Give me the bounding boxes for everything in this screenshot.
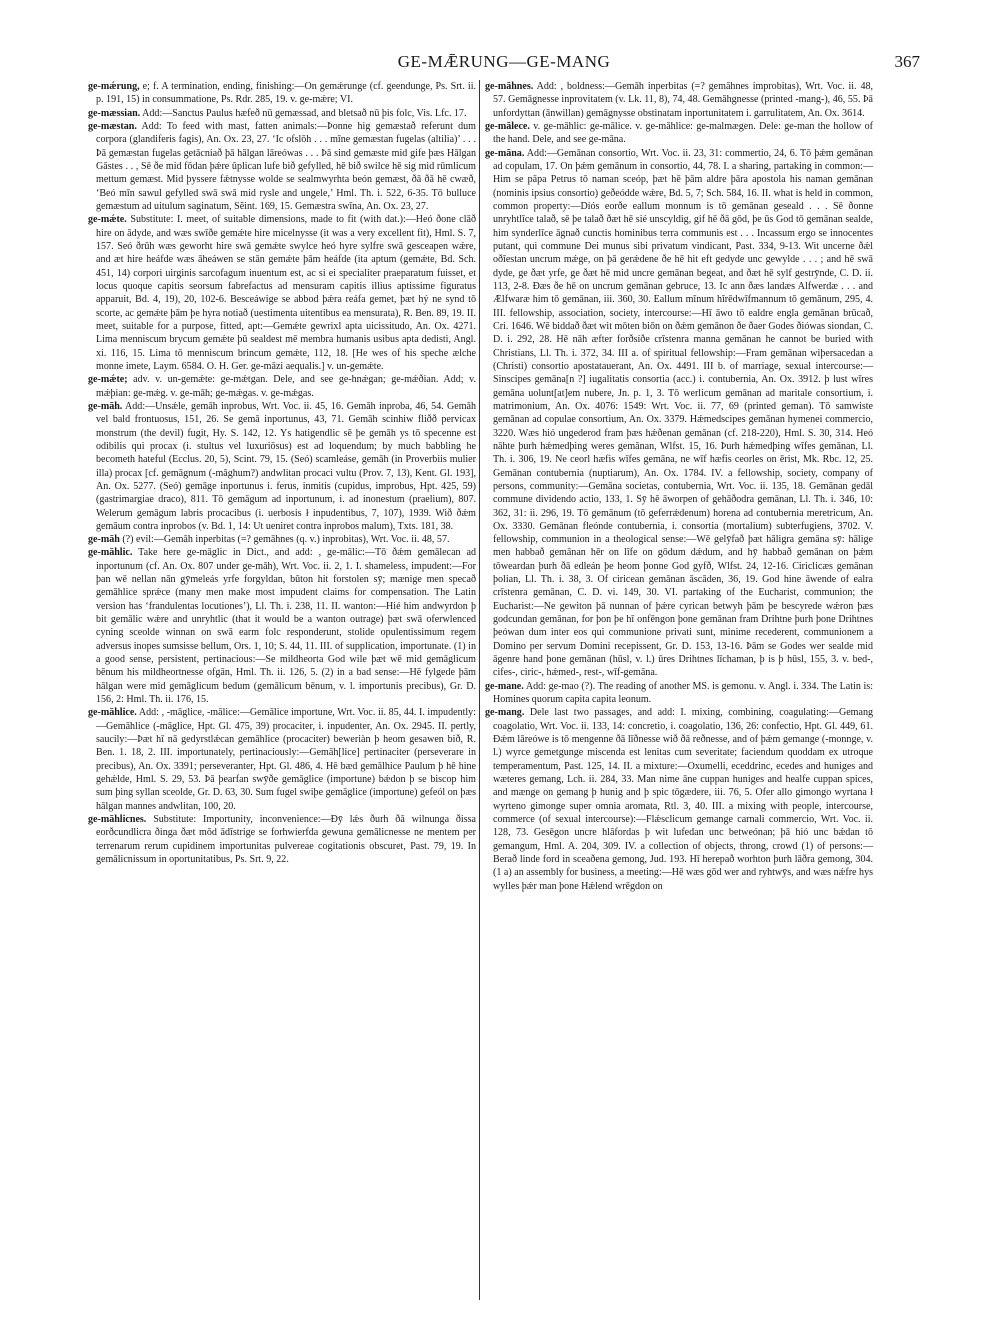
entry-headword: ge-mǽte; [88,374,128,386]
entry-headword: ge-māhlic. [88,547,133,559]
dictionary-entry [485,706,873,893]
entry-text: adv. v. un-gemǽte: ge-mǽtgan. Dele, and see ge-hnǽgan; ge-mǽðian. Add; v. mǽþian: ge-mǽg. v. ge-māh; ge-mǽgas. v. ge-mǽgas. [96,374,476,399]
entry-text: Substitute: Importunity, inconvenience:—Ðȳ lǽs ðurh ðā wilnunga ðissa eorðcundlicra ðinga ðæt mōd ādīstrige se forhwierfda gewuna gemālicnesse ne mentem per terrenarum rerum cupidinem importunitas pulvereae cogitationis obscuret, Past. 79, 19. In gemālicnissum in oportunitatibus, Ps. Srt. 9, 22. [96,814,476,866]
entry-text: Add:—Sanctus Paulus hæfeð nū gemæssad, and bletsað nū þis folc, Vis. Lfc. 17. [140,107,467,119]
entry-text: e; f. A termination, ending, finishing:—On gemǽrunge (cf. geendunge, Ps. Srt. ii. p. 191, 15) in consummatione, Ps. Rdr. 285, 19. v. ge-mǽre; VI. [96,81,476,106]
dictionary-entry [88,706,476,813]
left-column [88,80,476,866]
entry-headword: ge-mane. [485,680,524,692]
column-divider [479,80,480,1300]
entry-headword: ge-māhlicnes. [88,814,147,826]
entry-text: Add: , -māglice, -mālice:—Gemālice importune, Wrt. Voc. ii. 85, 44. I. impudently:—Gemāhlice (-māglice, Hpt. Gl. 475, 39) procaciter, i. inpudenter, An. Ox. 2945. II. pertly, saucily:—Þæt hī nā gedyrstlǽcan gemāhlice (procaciter) beweriàn þ heom gesawen bið, R. Ben. 1. 18, 2. III. importunately, pertinaciously:—Gemāh[lice] pertinaciter (perseverare in precibus), An. Ox. 3391; perseveranter, Hpt. Gl. 486, 4. Hē bæd gemālhice Paulum þ hē hine gehǽlde, Hml. S. 29, 53. Þā þearfan swȳðe gemāglice (importune) bǽdon þ se biscop him sum þing syllan sceolde, Gr. D. 63, 30. Sum fugel swiþe gemāglice (importune) gefeól on þæs hālgan mannes andwlitan, 100, 20. [96,707,476,812]
dictionary-entry [88,373,476,400]
dictionary-entry [88,533,476,546]
entry-headword: ge-mang. [485,707,525,719]
page-header [88,52,920,76]
entry-headword: ge-mālece. [485,120,530,132]
page-number: 367 [894,52,920,71]
entry-headword: ge-mǽrung, [88,81,140,92]
entry-text: Add: ge-mao (?). The reading of another MS. is gemonu. v. Angl. i. 334. The Latin is: Homines quorum capita capita leonum. [493,680,873,706]
entry-text: Add:—Gemānan consortio, Wrt. Voc. ii. 23, 31: commertio, 24, 6. Tō þǽm gemānan ad copulam, 17. On þǽm gemānum in consortio, 44, 78. I. a sharing, partaking in common:—Him se pāpa Petrus tō naman sceóp, þæt hē þām aldre þāra apostola his naman gemānan (nominis ipsius consortio) geðeódde wǽre, Bd. 5, 7; Sch. 584, 16. II. what is held in common, common property:—Diós eorðe eallum monnum is tō gemānan geseald . . . Sē ðonne unryhtlīce talað, sē þe talað ðæt hē sié unscyldig, gif hē ðā gōd, þe ūs God tō gemānan sealde, him synderlīce āgnað cunctis hominibus terra communis est . . . Incassum ergo se innocentes putant, qui commune Dei munus sibi privatum vindicant, Past. 334, 9-13. Wit uncerne ðǽl oðīestan uncrum mǽge, on þā gerǽdene ðe hē hit eft gedyde unc gewylde . . . ; and hē swā dyde, ge ðæt yrfe, ge ðæt hē mid uncre gemānan begeat, and ðæt hē sylf gestrȳnde, C. D. ii. 113, 2-8. Ðæs ðe hē on uncrum gemānan gebruce, 13. Ic ann ðæs landæs Alfwerdæ . . . and Ælfwaræ him tō gemānan, iii. 360, 30. Eallum mīnum hīrēdwīfmannum tō gemānum, 295, 4. III. fellowship, association, society, intercourse:—Hī āwo tō ealdre engla gemānan brūcað, Cri. 1646. Wē biddað ðæt wit mōten biōn on ðǽm gemānon ðe ðaer Godes ðiówas siondan, C. D. i. 292, 28. Hē nāh æfter forðsíðe crīstenra manna gemānan he cannot be buried with Christians, Ll. Th. i. 372, 34. III a. of spiritual fellowship:—Fram gemānan wiþersacedan a (Christi) consortio apostatauerant, An. Ox. 4491. III b. of marriage, sexual intercourse:—Sinscipes gemāna[n ?] iugalitatis consortia (acc.) i. contubernia, An. Ox. 3912. þ lust wīres gemāna uolunt[at]em nubere, Jn. p. 1, 3. Tō werlicum gemānan ad maritale consortium, i. matrimonium, An. Ox. 4076: 1549: Wrt. Voc. ii. 77, 69 (printed geman). Tō samwiste gemānan ad copulae consortium, An. Ox. 3379. Hǽmedscipes gemānan hymenei commercio, 3220. Wæs hió ungederod fram þæs hǽðenan gemānan (cf. 218-220), Hml. S. 30, 314. Heó nāhte þurh hǽmedþing weres gemānan, Wlfst. 15, 16. Þurh hǽmedþing wīfes gemānan, Ll. Th. i. 306, 19. Ne ceorl hæfis wīfes gemāna, ne wīf hæfis ceorles on ērist, Mk. Rbc. 12, 25. Gemānan contubernia (nuptiarum), An. Ox. 1784. IV. a fellowship, society, company of persons, community:—Gemāna societas, contubernia, Wrt. Voc. ii. 135, 18. Gemānan gedāl commune dividendo actio, 133, 1. Sȳ hē āworpen of gehāðodra gemānan, Ll. Th. i. 346, 10: 362, 31: ii. 296, 19. Tō gemānum (tō geferrǽdenum) horena ad contubernia meretricum, An. Ox. 3330. Gemānan fleónde contubernia, i. consortia (mortalium) subterfugiens, 3702. V. fellowship, communion in a theological sense:—Wē gelȳfað þæt hāligra gemāna sȳ: hālige men habbað gemānan hēr on līfe on gōdum dǽdum, and hȳ habbað gemānan on þǽm tōweardan þurh ðā edleán þe heom þonne God gyfð, Wlfst. 24, 12-16. Ciriclicæs gemānan þolian, Ll. Th. i. 38, 3. Of ciricean gemānan āscāden, 36, 19. God hine āwende of ealra crīstenra gemānan, C. D. vi. 149, 30. VI. partaking of the Eucharist, communion; the Eucharist:—Ne gewiton þā nunnan of þǽre cyrican betwyh þām þe bescyrede wǽron þæs godcundan gemānan, for þon þe hī onfēngon þone gemānan fram Drihtne þurh þone Drihtnes þeówan dum inter eos qui communione privati sunt, minime recederent, communionem a Domino per servum Domini recepissent, Gr. D. 153, 13-16. Þām se Godes wer sealde mid āgenre hand þone gemānan (hūsl, v. l.) ūres Drihtnes līchaman, þ is þ hūsl, 155, 3. v. bed-, cifes-, ciric-, hǽmed-, rest-, wīf-gemāna. [493,147,873,679]
dictionary-entry [88,400,476,533]
dictionary-entry [485,680,873,707]
entry-headword: ge-māhlice. [88,707,137,719]
entry-text: Substitute: I. meet, of suitable dimensions, made to fit (with dat.):—Heó ðone clāð hire on ādyde, and wæs swīðe gemǽte hire micelnysse (it was a very excellent fit), Hml. S. 7, 157. Seó ðrūh wæs geworht hire swā gemǽte swylce heó hyre sylfre swā gesceapen wǽre, and æt hire heáfde wæs āheáwen se stān gemǽte þām heáfde (ita aptum (gemǽte, Bd. Sch. 451, 14) corpori uirginis sarcofagum inuentum est, ac si ei specialiter praeparatum fuisset, et locus quoque capitis seorsum fabrefactus ad mensuram capitis illius aptissime figuratus apparuit, Bd. 4, 19), 20, 102-6. Besceáwige se abbod þǽra reáfa gemet, þæt hý ne synd tō scorte, ac gemǽte þām þe hyra notiað (uestimenta uitentibus ea mensurata), R. Ben. 89, 19. II. meet, suitable for a purpose, fitted, apt:—Gemǽte gewrixl apta uicissitudo, An. Ox. 4271. Lima menniscum brycum gemǽte þū sealdest mē membra humanis usibus apta dedisti, Angl. xi. 116, 15. Lima tō menniscum brincum gemǽte, 112, 18. [He wes of his speche ælche monne imete, Laym. 6584. O. H. Ger. ge-māzi aequalis.] v. un-gemǽte. [96,214,476,372]
entry-text: Dele last two passages, and add: I. mixing, combining, coagulating:—Gemang coagolatio, Wrt. Voc. ii. 133, 14: concretio, i. coagolatio, 136, 26: confectio, Hpt. Gl. 449, 61. Ðǽm lāreówe is tō mengenne ðā līðnesse wið ðā reðnesse, and of þǽm gemange (-monnge, v. l.) wyrce gemetgunge miscenda est lenitas cum severitate; faciendum quoddam ex utroque temperamentum, Past. 125, 14. II. a mixture:—Oxumelli, eceddrinc, ecedes and huniges and wæteres gemang, Lch. ii. 284, 33. Man nime āne cuppan huniges and healfe cuppan spices, and mænge on gemang þ hunig and þ spic tōgædere, iii. 76, 5. Ofer allo gimongo wyrtana ł wyrteno gimonge super omnia aromata, Rtl. 3, 40. III. a mixing with people, intercourse, commerce (of sexual intercourse):—Flǽsclicum gemange carnali commercio, Wrt. Voc. ii. 128, 73. Gesēgon uncre hlāfordas þ wit lufedan unc betweónan; þā hió unc bǽdan tō gemangum, Hml. A. 204, 309. IV. a collection of objects, throng, crowd (1) of persons:—Berað linde ford in sceaðena gemong, Jud. 193. Hī herepað worhton þurh lāðra gemong, 304. (1 a) an assembly for business, a meeting:—Hē wæs gōd wer and ryhtwȳs, and wæs nǽfre hys wylles þǽr man þone Hǽlend wrēgdon on [493,707,873,892]
dictionary-entry [88,213,476,373]
dictionary-entry [485,120,873,147]
entry-headword: ge-mǽte. [88,214,127,226]
right-column [485,80,873,893]
dictionary-entry [88,813,476,866]
entry-text: Add:—Unsǽle, gemāh inprobus, Wrt. Voc. ii. 45, 16. Gemāh inproba, 46, 54. Gemāh vel bald frontuosus, 151, 26. Se gemā inportunus, 43, 71. Gemāh scinhiw fliðð pervicax monstrum (the devil) fugit, Hy. S. 142, 12. Ys hatigendlic sē þe gemāh ys tō specenne est odibilis qui procax (i. stultus vel luxuriōsus) est ad loquendum; by much babbling he becometh hateful (Ecclus. 20, 5), Scint. 79, 15. (Seó) scamleáse, gemāh (in Proverbiis mulier illa) procax [cf. gemāgnum (-māghum?) andwlitan procaci vultu (Prov. 7, 13), Kent. Gl. 193], An. Ox. 5277. (Seó) gemāge inportunus i. ferus, inmitis (cupidus, improbus, Hpt. 425, 59) (gastrimargiae draco), 811. Tō gemāgum ad inportunum, i. ad inonestum (praelium), 807. Welerum gemāgum labris procacibus (i. uerbosis ł inpudentibus, 7, 107), 1939. Wið ðǽm gemāum contra inprobos (v. Bd. 1, 14: Ut ueniret contra inprobos malum), Txts. 181, 38. [96,400,476,532]
dictionary-entry [88,107,476,120]
entry-text: v. ge-māhlic: ge-mālice. v. ge-māhlice: ge-malmægen. Dele: ge-man the hollow of the hand. Dele, and see ge-māna. [493,120,873,146]
entry-text: Add: , boldness:—Gemāh inperbitas (=? gemāhnes improbitas), Wrt. Voc. ii. 48, 57. Gemāgnesse inprovitatem (v. Lk. 11, 8), 74, 48. Gemāhgnesse (printed -mang-), 46, 55. Þā unfordyttan (ānwillan) gemāgnysse obstinatam inportunitatem i. garrulitatem, An. Ox. 3614. [493,81,873,119]
dictionary-entry [88,546,476,706]
dictionary-entry [485,147,873,680]
running-title: GE-MǢRUNG—GE-MANG [397,52,611,71]
entry-headword: ge-māhnes. [485,81,534,92]
entry-text: (?) evil:—Gemāh inperbitas (=? gemāhnes (q. v.) inprobitas), Wrt. Voc. ii. 48, 57. [119,534,450,546]
entry-text: Take here ge-māglic in Dict., and add: , ge-mālic:—Tō ðǽm gemālecan ad inportunum (cf. An. Ox. 807 under ge-māh), Wrt. Voc. ii. 2, 1. I. shameless, impudent:—For þan wē nellan nān gȳmeleás yrfe forgyldan, būton hit forstolen sȳ; mænige men specað gemāhlice sprǽce (many men make most impudent claims for compensation. The Latin version has ‘frandulentas locutiones’), Ll. Th. i. 238, 11. II. wanton:—Hié him andwyrdon þ bit gemālic wǽre and unryhtlic (that it would be a wanton outrage) þæt swā oferwlenced cyning sceolde winnan on swā earm folc responderunt, stolide opulentissimum regem adversus inopes sumsisse bellum, Ors. 1, 10; S. 44, 11. III. of supplication, importunate. (1) in a good sense, persistent, pertinacious:—Se mildheorta God wile þæt wē mid gemāglicum bēnum his mildheortnesse ofgān, Hml. Th. ii. 126, 5. (2) in a bad sense:—Hē fylgede þām hālgan were mid gemāglicum bedum (gemālicum bēnum, v. l. importunis precibus), Gr. D. 156, 2: Hml. Th. ii. 176, 15. [96,547,476,706]
entry-headword: ge-māna. [485,147,525,159]
entry-text: Add: To feed with mast, fatten animals:—Þonne hig gemæstað referunt dum corpora (glandiferis fagis), An. Ox. 23, 27. ‘Ic ofslōh . . . mīne gemæstan fugelas (altilia)’ . . . Þā gemæstan fugelas getācniað þā hālgan lāreówas . . . Þā sind gemæste mid gife þæs Hālgan Gāstes . . , Sē ðe mid fōdan þǽre ūplican lufe bið gefylled, hē bið swilce hē sig mid rūmlicum mettum gemæst. Mid þyssere fǽtnysse wolde se sealmwyrhta beón gemæst, ðā ðā hē cwæð, ‘Beó mīn sawul gefylled swā swā mid rysle and ungele,’ Hml. Th. i. 522, 6-35. Tō bulluce gemæstum ad uitulum saginatum, Sĕint. 169, 15. Gemæstra swīna, An. Ox. 23, 27. [96,120,476,212]
dictionary-entry [88,80,476,107]
entry-headword: ge-mæstan. [88,120,137,132]
entry-headword: ge-māh [88,534,120,546]
entry-headword: ge-māh. [88,400,123,412]
entry-headword: ge-mæssian. [88,107,141,119]
dictionary-entry [88,120,476,213]
dictionary-entry [485,80,873,120]
